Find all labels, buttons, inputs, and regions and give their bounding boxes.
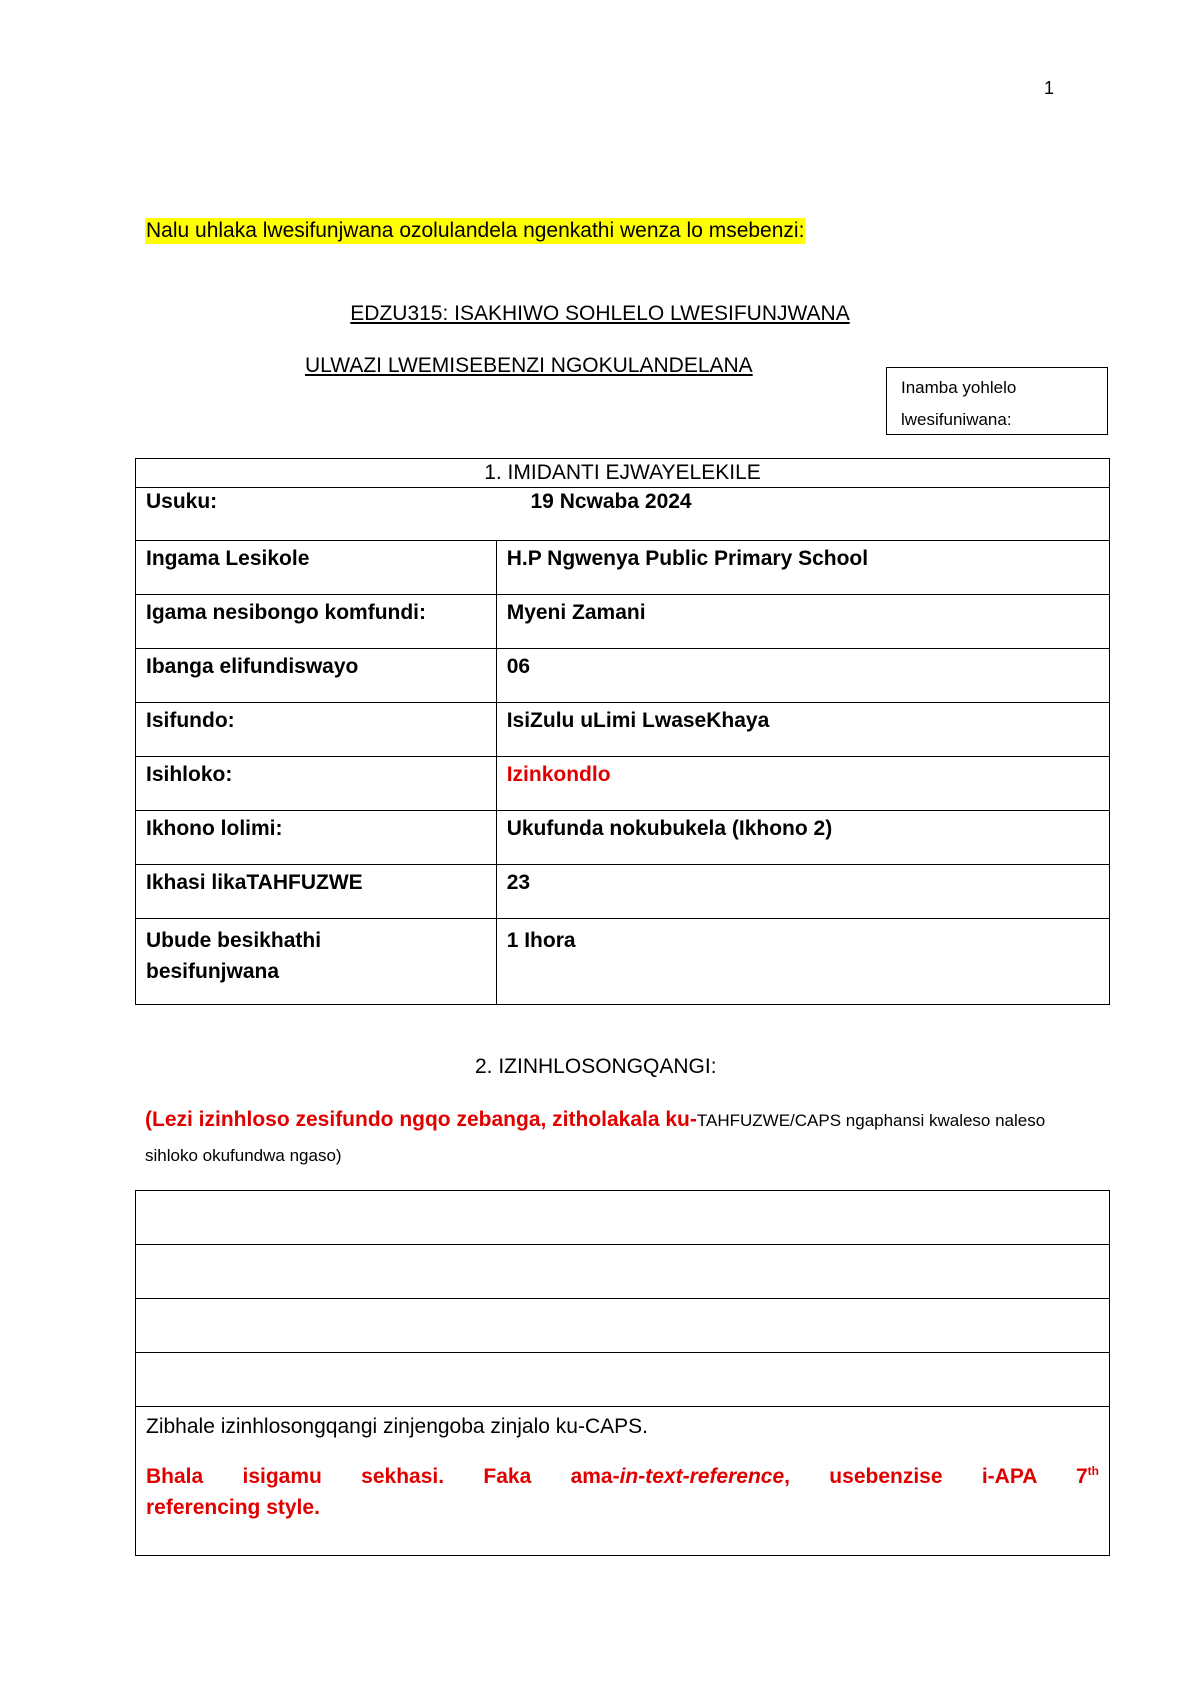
document-title: EDZU315: ISAKHIWO SOHLELO LWESIFUNJWANA [350, 302, 850, 325]
plan-number-box[interactable] [886, 367, 1108, 435]
objective-input-row[interactable] [136, 1353, 1110, 1407]
row-label-subject: Isifundo: [136, 703, 497, 757]
table-row [136, 649, 1110, 703]
table-row [136, 595, 1110, 649]
row-value-student-name: Myeni Zamani [496, 595, 1109, 649]
row-label-page: Ikhasi likaTAHFUZWE [136, 865, 497, 919]
row-label-school: Ingama Lesikole [136, 541, 497, 595]
section1-heading: 1. IMIDANTI EJWAYELEKILE [136, 459, 1110, 488]
table-row [136, 757, 1110, 811]
row-value-date: 19 Ncwaba 2024 [530, 490, 692, 513]
note-bold: (Lezi izinhloso zesifundo ngqo zebanga, zitholakala ku- [145, 1108, 697, 1131]
row-value-school: H.P Ngwenya Public Primary School [496, 541, 1109, 595]
objective-hint: Zibhale izinhlosongqangi zinjengoba zinjalo ku-CAPS. [146, 1415, 648, 1438]
row-value-subject: IsiZulu uLimi LwaseKhaya [496, 703, 1109, 757]
table-row [136, 919, 1110, 1005]
table-row [136, 865, 1110, 919]
row-value-language-skill: Ukufunda nokubukela (Ikhono 2) [496, 811, 1109, 865]
objective-instructions-cell[interactable] [136, 1407, 1110, 1556]
row-label-date: Usuku: [146, 490, 218, 513]
section2-heading: 2. IZINHLOSONGQANGI: [475, 1055, 717, 1078]
row-label-student-name: Igama nesibongo komfundi: [136, 595, 497, 649]
row-label-topic: Isihloko: [136, 757, 497, 811]
section2-note [145, 1103, 1075, 1173]
objective-input-row[interactable] [136, 1191, 1110, 1245]
plan-number-label-1: Inamba yohlelo [901, 378, 1017, 397]
row-value-grade: 06 [496, 649, 1109, 703]
page-number: 1 [1044, 78, 1055, 98]
objective-instruction-line2: referencing style. [146, 1496, 320, 1519]
general-info-table [135, 458, 1110, 1005]
instruction-highlight: Nalu uhlaka lwesifunjwana ozolulandela ngenkathi wenza lo msebenzi: [146, 219, 805, 242]
table-row [136, 811, 1110, 865]
row-label-grade: Ibanga elifundiswayo [136, 649, 497, 703]
document-subtitle: ULWAZI LWEMISEBENZI NGOKULANDELANA [305, 354, 753, 377]
plan-number-label-2: lwesifuniwana: [901, 410, 1012, 429]
row-label-duration: Ubude besikhathi besifunjwana [136, 919, 497, 1005]
objective-input-row[interactable] [136, 1245, 1110, 1299]
table-row [136, 703, 1110, 757]
objective-input-row[interactable] [136, 1299, 1110, 1353]
row-value-page: 23 [496, 865, 1109, 919]
table-row [136, 488, 1110, 541]
table-row [136, 541, 1110, 595]
note-plain: TAHFUZWE/CAPS ngaphansi kwaleso naleso sihloko okufundwa ngaso) [145, 1111, 1046, 1165]
row-value-duration: 1 Ihora [496, 919, 1109, 1005]
row-value-topic: Izinkondlo [496, 757, 1109, 811]
objectives-table [135, 1190, 1110, 1556]
objective-instruction-line1: Bhala isigamu sekhasi. Faka ama-in-text-reference, usebenzise i-APA 7th [146, 1464, 1099, 1488]
row-label-language-skill: Ikhono lolimi: [136, 811, 497, 865]
